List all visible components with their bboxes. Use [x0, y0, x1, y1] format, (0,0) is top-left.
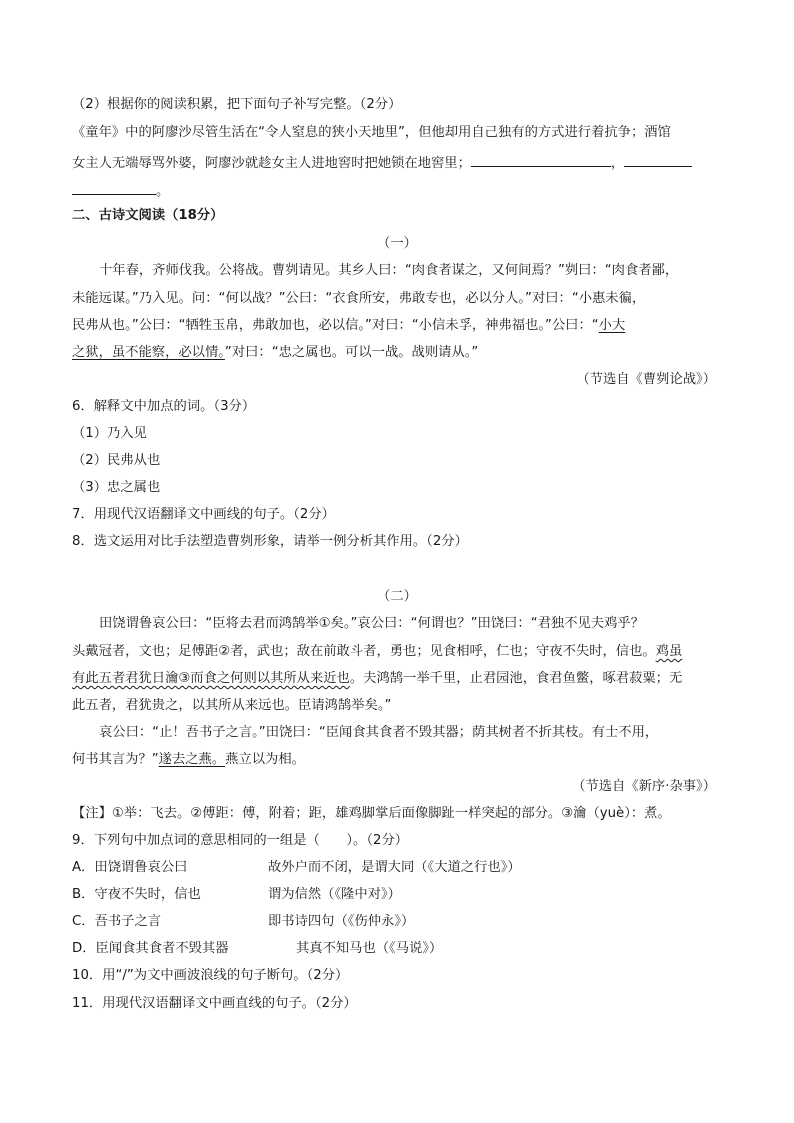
- q5-line2: [72, 152, 722, 173]
- q5-line3-end: 。: [156, 184, 170, 199]
- passage1-line1: 十年春，齐师伐我。公将战。曹刿请见。其乡人曰：“肉食者谋之，又何间焉？”刿曰：“肉食者鄙，: [99, 263, 679, 278]
- q9-option-d-right: 其真不知马也（《马说》）: [296, 941, 443, 956]
- straight-underlined-sentence: 遂去之燕。: [158, 752, 226, 767]
- q9-option-a: [72, 859, 722, 877]
- passage2-line3: [72, 670, 722, 688]
- q6-item-3: （3）忠之属也: [72, 480, 161, 495]
- q9-option-a-left: A．田饶谓鲁哀公曰: [72, 860, 188, 875]
- answer-blank-2[interactable]: [624, 152, 692, 167]
- passage2-line2: [72, 643, 722, 661]
- passage2-line5: 哀公曰：“止！吾书子之言。”田饶曰：“臣闻食其食者不毁其器；荫其树者不折其枝。有士不用，: [99, 725, 659, 740]
- passage1-line3-text: 民弗从也。”公曰：“牺牲玉帛，弗敢加也，必以信。”对曰：“小信未孚，神弗福也。”公曰：“: [72, 318, 599, 333]
- q9-option-d: [72, 940, 722, 958]
- q9-option-b: [72, 886, 722, 904]
- passage2-line6: [72, 751, 722, 769]
- q9-option-b-left: B．守夜不失时，信也: [72, 887, 201, 902]
- q9-option-c-left: C．吾书子之言: [72, 914, 162, 929]
- passage1-line2: 未能远谋。”乃入见。问：“何以战？”公曰：“衣食所安，弗敢专也，必以分人。”对曰：“小惠未徧，: [72, 291, 646, 306]
- q6-prompt: 6．解释文中加点的词。（3分）: [72, 399, 256, 414]
- q5-prompt: （2）根据你的阅读积累，把下面句子补写完整。（2分）: [72, 97, 402, 112]
- q9-option-c: [72, 913, 722, 931]
- q9-prompt: 9．下列句中加点词的意思相同的一组是（ ）。（2分）: [72, 833, 409, 848]
- passage1-line4-text: ”对曰：“忠之属也。可以一战。战则请从。”: [224, 345, 479, 360]
- passage2-line6-text: 何书其言为？”: [72, 752, 159, 767]
- q7-prompt: 7．用现代汉语翻译文中画线的句子。（2分）: [72, 507, 335, 522]
- q5-line1: 《童年》中的阿廖沙尽管生活在“令人窒息的狭小天地里”，但他却用自己独有的方式进行着抗争；酒馆: [72, 125, 671, 140]
- passage2-heading: （二）: [377, 589, 417, 604]
- passage1-line3: [72, 317, 722, 335]
- q9-option-d-left: D．臣闻食其食者不毁其器: [72, 941, 229, 956]
- answer-blank-1[interactable]: [471, 152, 611, 167]
- passage1-line4: [72, 344, 722, 362]
- q11-prompt: 11．用现代汉语翻译文中画直线的句子。（2分）: [72, 996, 357, 1011]
- passage2-line4: 此五者，君犹贵之，以其所从来远也。臣请鸿鹄举矣。”: [72, 698, 392, 713]
- wavy-sentence-part1: 鸡虽: [655, 644, 683, 659]
- q9-option-b-right: 谓为信然（《隆中对》）: [268, 887, 401, 902]
- underlined-sentence-part1: 小大: [598, 318, 626, 333]
- passage2-line1: 田饶谓鲁哀公曰：“臣将去君而鸿鹄举①矣。”哀公曰：“何谓也？”田饶曰：“君独不见夫鸡乎？: [99, 616, 644, 631]
- q5-line3: [72, 180, 722, 201]
- q5-line2-text: 女主人无端辱骂外婆，阿廖沙就趁女主人进地窖时把她锁在地窖里；: [72, 156, 471, 171]
- underlined-sentence-part2: 之狱，虽不能察，必以情。: [72, 345, 225, 360]
- q5-comma: ，: [610, 156, 625, 171]
- passage2-line3-text: 。夫鸿鹄一举千里，止君园池，食君鱼鳖，啄君菽粟；无: [349, 671, 683, 686]
- passage1-source: （节选自《曹刿论战》）: [576, 372, 716, 387]
- passage2-line6-rest: 燕立以为相。: [225, 752, 305, 767]
- q9-option-a-right: 故外户而不闭，是谓大同（《大道之行也》）: [268, 860, 521, 875]
- passage2-source: （节选自《新序·杂事》）: [572, 779, 716, 794]
- q6-item-1: （1）乃入见: [72, 426, 147, 441]
- q10-prompt: 10．用“/”为文中画波浪线的句子断句。（2分）: [72, 968, 349, 983]
- passage2-note: 【注】①举：飞去。②傅距：傅，附着；距，雄鸡脚掌后面像脚趾一样突起的部分。③瀹（yuè）：煮。: [72, 806, 671, 821]
- q6-item-2: （2）民弗从也: [72, 453, 161, 468]
- section-title: 二、古诗文阅读（18分）: [72, 208, 224, 223]
- passage1-heading: （一）: [377, 236, 417, 251]
- wavy-sentence-part2: 有此五者君犹日瀹③而食之何则以其所从来近也: [72, 671, 350, 686]
- q8-prompt: 8．选文运用对比手法塑造曹刿形象，请举一例分析其作用。（2分）: [72, 534, 468, 549]
- answer-blank-3[interactable]: [72, 180, 156, 195]
- q9-option-c-right: 即书诗四句（《伤仲永》）: [268, 914, 415, 929]
- passage2-line2-text: 头戴冠者，文也；足傅距②者，武也；敌在前敢斗者，勇也；见食相呼，仁也；守夜不失时，信也。: [72, 644, 656, 659]
